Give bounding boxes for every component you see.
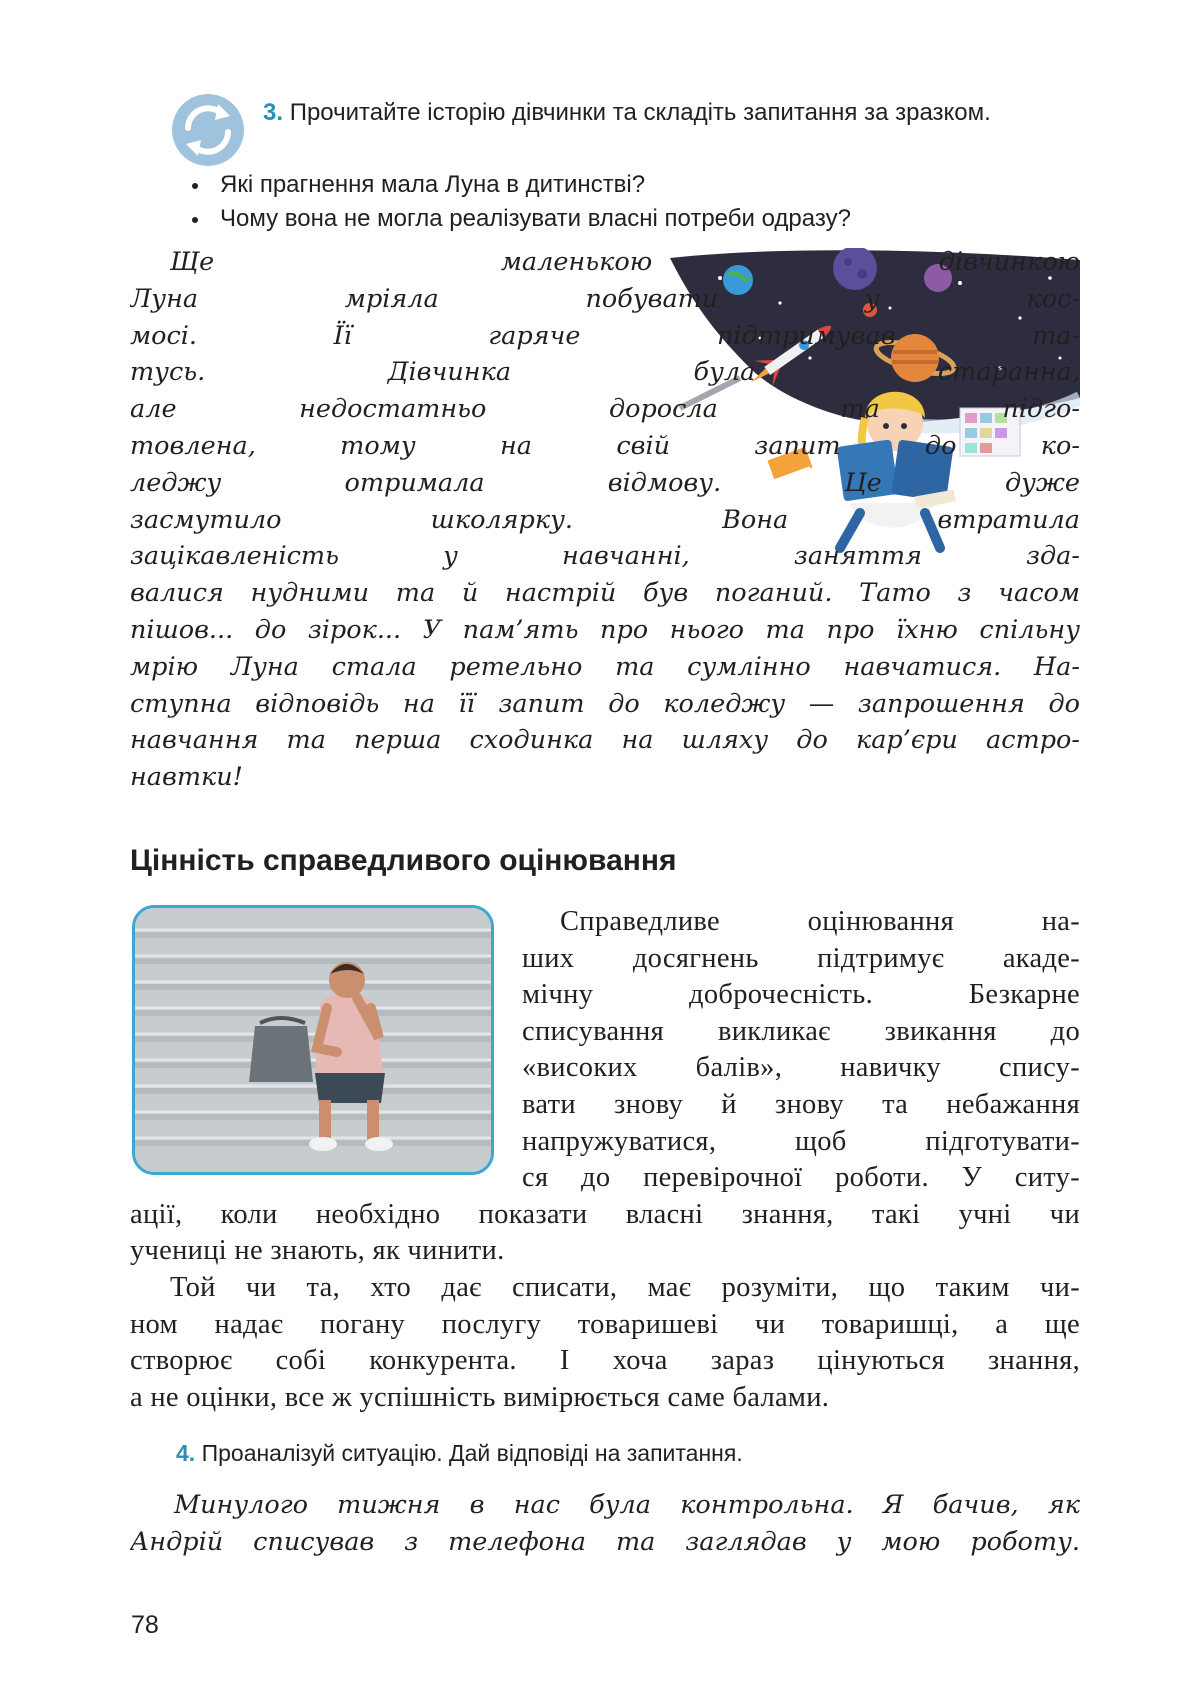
- body-line: ації, коли необхідно показати власні знання, такі учні чи: [130, 1198, 1080, 1230]
- sample-questions-list: [190, 168, 1090, 236]
- list-item: Чому вона не могла реалізувати власні потреби одразу?: [190, 202, 1090, 236]
- story-line: навтки!: [130, 762, 243, 793]
- task-4-instruction: [176, 1438, 1076, 1468]
- story-line: Минулого тижня в нас була контрольна. Я бачив, як: [174, 1490, 1080, 1520]
- section-title: Цінність справедливого оцінювання: [130, 844, 677, 877]
- story-line: мрію Луна стала ретельно та сумлінно навчатися. На-: [130, 651, 1080, 682]
- story-line: але недостатньо доросла та підго-: [130, 394, 1080, 425]
- body-line: ших досягнень підтримує акаде-: [522, 942, 1080, 974]
- story-line: товлена, тому на свій запит до ко-: [130, 430, 1080, 461]
- refresh-arrows-icon: [170, 92, 246, 168]
- task-3-number: 3.: [263, 99, 284, 126]
- body-line: ном надає погану послугу товаришеві чи товаришці, а ще: [130, 1308, 1080, 1340]
- list-item: Які прагнення мала Луна в дитинстві?: [190, 168, 1090, 202]
- body-line: списування викликає звикання до: [522, 1015, 1080, 1047]
- task-3-instruction: [263, 96, 1083, 129]
- body-line: вати знову й знову та небажання: [522, 1088, 1080, 1120]
- story-line: зацікавленість у навчанні, заняття зда-: [130, 541, 1080, 572]
- body-line: напружуватися, щоб підготувати-: [522, 1125, 1080, 1157]
- story-line: ступна відповідь на її запит до коледжу — запрошення до: [130, 688, 1080, 719]
- task-3-text: Прочитайте історію дівчинки та складіть запитання за зразком.: [289, 99, 991, 126]
- page-number: 78: [131, 1611, 159, 1639]
- exam-story: [130, 1487, 1080, 1561]
- body-line: а не оцінки, все ж успішність вимірюється саме балами.: [130, 1381, 830, 1413]
- story-line: пішов... до зірок... У пам’ять про нього та про їхню спільну: [130, 614, 1080, 645]
- story-line: засмутило школярку. Вона втратила: [130, 504, 1080, 535]
- section-body-text: [130, 904, 1080, 1416]
- story-line: Андрій списував з телефона та заглядав у мою роботу.: [130, 1527, 1080, 1557]
- story-line: тусь. Дівчинка була старанна,: [130, 357, 1080, 388]
- body-line: мічну доброчесність. Безкарне: [522, 979, 1080, 1011]
- task-4-number: 4.: [176, 1440, 196, 1466]
- story-line: валися нудними та й настрій був поганий. Тато з часом: [130, 578, 1080, 609]
- luna-story: [130, 244, 1080, 796]
- story-line: леджу отримала відмову. Це дуже: [130, 467, 1080, 498]
- story-line: Луна мріяла побувати у кос-: [130, 283, 1080, 314]
- story-line: навчання та перша сходинка на шляху до кар’єри астро-: [130, 725, 1080, 756]
- body-line: створює собі конкурента. І хоча зараз цінуються знання,: [130, 1345, 1080, 1377]
- body-line: Справедливе оцінювання на-: [560, 906, 1080, 937]
- task-4-text: Проаналізуй ситуацію. Дай відповіді на запитання.: [201, 1440, 743, 1466]
- body-line: «високих балів», навичку спису-: [522, 1052, 1080, 1084]
- story-line: Ще маленькою дівчинкою: [170, 247, 1080, 277]
- body-line: ся до перевірочної роботи. У ситу-: [522, 1162, 1080, 1194]
- body-line: Той чи та, хто дає списати, має розуміти, що таким чи-: [170, 1271, 1080, 1303]
- body-line: учениці не знають, як чинити.: [130, 1235, 505, 1267]
- story-line: мосі. Її гаряче підтримував та-: [130, 320, 1080, 351]
